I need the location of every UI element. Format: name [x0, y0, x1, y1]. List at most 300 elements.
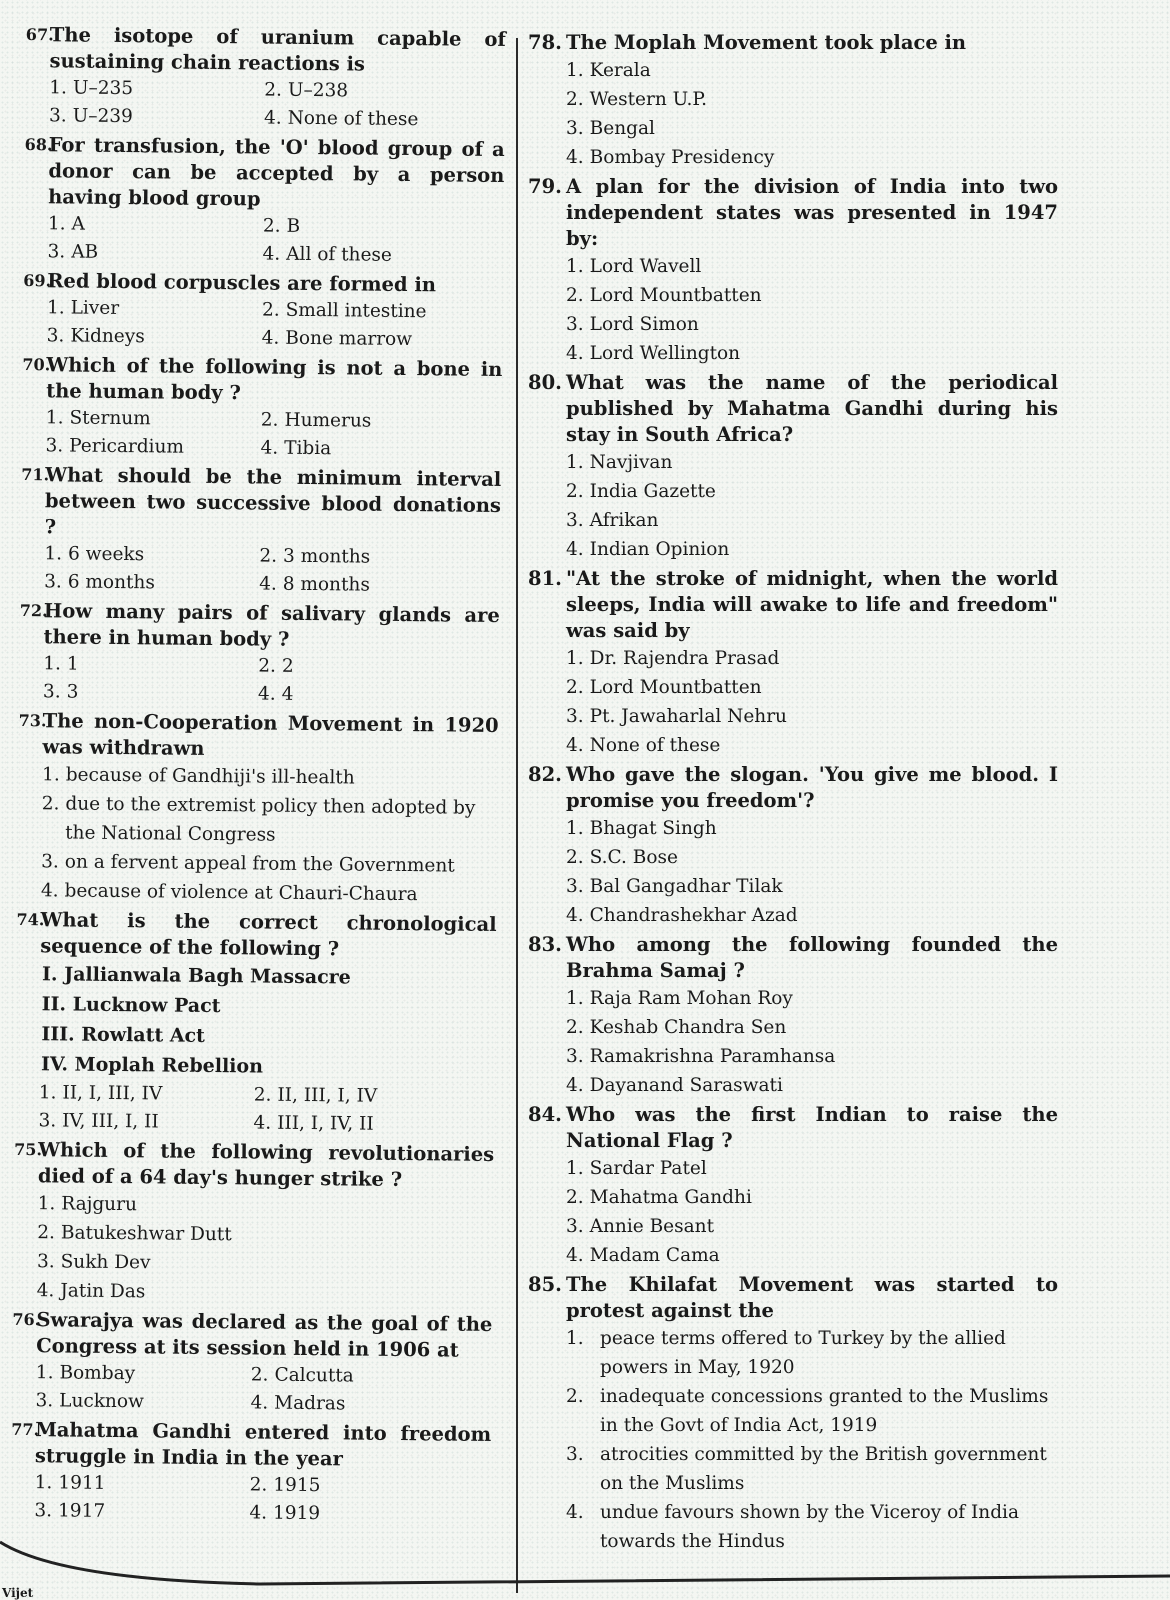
option-number: 4.	[566, 147, 584, 168]
question-stem	[528, 370, 1058, 448]
option-number: 4.	[250, 1392, 269, 1414]
option-number: 1.	[566, 1158, 584, 1179]
option-number: 4.	[566, 1075, 584, 1096]
option-3	[566, 310, 1058, 339]
option-number: 3.	[38, 1110, 57, 1132]
question-text: The isotope of uranium capable of sustaining chain reactions is	[49, 23, 506, 76]
option-text: Lord Wavell	[589, 256, 702, 277]
option-list	[25, 74, 506, 135]
option-text: Rajguru	[61, 1193, 138, 1216]
option-list	[23, 210, 504, 271]
option-number: 1.	[566, 648, 584, 669]
question-stem	[528, 1272, 1058, 1324]
option-3	[566, 702, 1058, 731]
option-list	[21, 404, 502, 465]
option-number: 2.	[566, 1187, 584, 1208]
option-4	[262, 324, 503, 355]
option-number: 3.	[566, 1216, 584, 1237]
option-number: 3.	[36, 1251, 55, 1273]
option-list	[17, 760, 498, 910]
question-82	[528, 762, 1058, 930]
question-74	[14, 907, 496, 1140]
option-text: All of these	[286, 243, 393, 266]
option-number: 3.	[45, 435, 64, 457]
option-4	[264, 104, 505, 135]
question-number: 72.	[19, 600, 48, 621]
option-text: 8 months	[282, 573, 370, 596]
option-number: 2.	[250, 1364, 269, 1386]
option-4	[566, 339, 1058, 368]
option-number: 3.	[34, 1500, 53, 1522]
option-text: Jatin Das	[60, 1280, 146, 1303]
option-3	[47, 238, 262, 268]
option-text: II, III, I, IV	[277, 1084, 378, 1107]
option-list	[528, 1324, 1058, 1556]
option-text: Pericardium	[69, 435, 185, 458]
option-4	[566, 1071, 1058, 1100]
question-number: 83.	[528, 933, 562, 956]
option-number: 3.	[47, 241, 66, 263]
option-list	[528, 56, 1058, 172]
option-2	[41, 789, 498, 852]
question-70	[21, 352, 502, 465]
option-text: India Gazette	[589, 481, 716, 502]
option-number: 1.	[42, 764, 60, 786]
statement: I. Jallianwala Bagh Massacre	[41, 963, 351, 989]
option-2	[566, 843, 1058, 872]
option-number: 1.	[566, 256, 584, 277]
option-3	[566, 872, 1058, 901]
option-list	[11, 1359, 492, 1420]
question-stem	[18, 708, 499, 765]
option-text: IV, III, I, II	[62, 1110, 159, 1133]
option-number: 4.	[566, 539, 584, 560]
option-text: Sternum	[69, 407, 151, 430]
question-81	[528, 566, 1058, 760]
option-text: Keshab Chandra Sen	[589, 1017, 787, 1038]
option-text: 1915	[273, 1474, 321, 1497]
question-stem	[528, 566, 1058, 644]
option-text: Raja Ram Mohan Roy	[589, 988, 793, 1009]
option-text: Kidneys	[70, 325, 145, 348]
question-number: 77.	[11, 1419, 40, 1440]
question-73	[17, 708, 499, 910]
option-text: None of these	[287, 107, 419, 131]
question-stem	[528, 174, 1058, 252]
option-number: 4.	[262, 243, 281, 265]
option-text: Lord Simon	[589, 314, 699, 335]
option-number: 3.	[48, 105, 67, 127]
option-2	[566, 1013, 1058, 1042]
option-number: 1.	[35, 1362, 54, 1384]
option-1	[566, 984, 1058, 1013]
question-stem	[22, 352, 503, 409]
question-text: What should be the minimum interval between two successive blood donations ?	[44, 463, 502, 539]
option-3	[38, 1107, 253, 1137]
question-number: 82.	[528, 763, 562, 786]
option-number: 1.	[44, 543, 63, 565]
question-text: For transfusion, the 'O' blood group of a donor can be accepted by a person having blood group	[48, 133, 505, 211]
question-number: 68.	[24, 134, 53, 155]
option-number: 1.	[566, 452, 584, 473]
option-list	[528, 448, 1058, 564]
option-3	[49, 102, 264, 132]
question-number: 73.	[18, 710, 47, 731]
right-column	[528, 30, 1058, 1558]
question-number: 69.	[23, 270, 52, 291]
option-text: A	[71, 213, 86, 235]
question-stem	[528, 762, 1058, 814]
question-number: 84.	[528, 1103, 562, 1126]
option-list	[528, 644, 1058, 760]
option-4	[566, 143, 1058, 172]
option-number: 4.	[36, 1280, 55, 1302]
question-77	[10, 1417, 491, 1530]
option-text: on a fervent appeal from the Government	[64, 851, 455, 877]
option-text: Batukeshwar Dutt	[60, 1222, 232, 1246]
option-3	[566, 114, 1058, 143]
option-number: 3.	[566, 1444, 584, 1465]
option-list	[13, 1189, 494, 1310]
question-text: A plan for the division of India into two independent states was presented in 1947 by:	[566, 175, 1058, 250]
option-4	[250, 1389, 491, 1420]
option-text: Liver	[70, 297, 120, 319]
option-number: 4.	[566, 343, 584, 364]
option-2	[566, 1382, 1058, 1440]
option-1	[566, 448, 1058, 477]
footer-rule	[0, 1540, 1170, 1600]
option-text: Small intestine	[285, 299, 427, 323]
option-list	[528, 1154, 1058, 1270]
question-number: 70.	[22, 354, 51, 375]
option-1	[566, 252, 1058, 281]
option-number: 2.	[249, 1474, 268, 1496]
option-text: Madam Cama	[589, 1245, 720, 1266]
question-text: Who among the following founded the Brahma Samaj ?	[566, 933, 1058, 982]
option-text: Navjivan	[589, 452, 673, 473]
option-2	[262, 296, 503, 327]
question-stem	[21, 462, 502, 545]
option-number: 4.	[40, 880, 59, 902]
option-number: 2.	[566, 285, 584, 306]
option-1	[37, 1189, 493, 1223]
statement: IV. Moplah Rebellion	[40, 1053, 264, 1078]
option-number: 2.	[566, 677, 584, 698]
option-text: Chandrashekhar Azad	[589, 905, 798, 926]
question-79	[528, 174, 1058, 368]
question-stem	[11, 1417, 492, 1474]
question-83	[528, 932, 1058, 1100]
option-text: Indian Opinion	[589, 539, 730, 560]
option-number: 3.	[46, 325, 65, 347]
option-number: 1.	[46, 297, 65, 319]
left-column	[10, 22, 506, 1532]
option-list	[528, 984, 1058, 1100]
option-text: B	[286, 215, 301, 237]
option-text: Afrikan	[589, 510, 659, 531]
option-text: Tibia	[284, 437, 332, 460]
question-stem	[16, 907, 497, 964]
question-stem	[12, 1307, 493, 1364]
option-1	[47, 294, 262, 324]
statement-list	[15, 959, 496, 1084]
option-1	[49, 74, 264, 104]
option-3	[47, 322, 262, 352]
option-1	[46, 404, 261, 434]
question-number: 74.	[16, 909, 45, 930]
option-1	[48, 210, 263, 240]
question-stem	[14, 1137, 495, 1194]
option-text: because of Gandhiji's ill-health	[65, 764, 355, 789]
question-stem	[25, 22, 506, 79]
option-number: 2.	[260, 409, 279, 431]
option-number: 3.	[41, 851, 59, 873]
statement: II. Lucknow Pact	[41, 993, 221, 1018]
option-2	[566, 1183, 1058, 1212]
option-2	[566, 477, 1058, 506]
option-text: 1919	[272, 1502, 321, 1525]
option-text: Lord Wellington	[589, 343, 741, 364]
option-number: 3.	[566, 876, 584, 897]
option-number: 2.	[264, 79, 283, 101]
option-1	[566, 644, 1058, 673]
option-number: 1.	[566, 818, 584, 839]
option-2	[566, 281, 1058, 310]
option-number: 2.	[262, 215, 281, 237]
question-stem	[528, 932, 1058, 984]
option-text: III, I, IV, II	[277, 1112, 374, 1135]
question-stem	[528, 30, 1058, 56]
question-text: Which of the following is not a bone in the human body ?	[46, 353, 503, 405]
option-text: Mahatma Gandhi	[589, 1187, 752, 1208]
option-number: 4.	[249, 1502, 268, 1524]
option-number: 1.	[37, 1193, 56, 1215]
option-4	[41, 876, 497, 910]
question-78	[528, 30, 1058, 172]
option-4	[259, 570, 500, 601]
option-text: undue favours shown by the Viceroy of India towards the Hindus	[600, 1502, 1019, 1552]
option-text: Kerala	[589, 60, 651, 81]
option-4	[258, 680, 499, 711]
option-3	[37, 1247, 493, 1281]
option-1	[42, 760, 498, 794]
option-2	[566, 85, 1058, 114]
statement: III. Rowlatt Act	[41, 1023, 206, 1047]
option-text: II, I, III, IV	[62, 1082, 163, 1105]
option-number: 3.	[44, 571, 62, 593]
option-number: 4.	[259, 573, 277, 595]
option-1	[35, 1469, 250, 1499]
option-text: S.C. Bose	[589, 847, 678, 868]
question-text: Who was the first Indian to raise the National Flag ?	[566, 1103, 1058, 1152]
option-number: 3.	[566, 1046, 584, 1067]
option-number: 3.	[42, 681, 61, 703]
option-3	[566, 1440, 1058, 1498]
option-number: 1.	[43, 653, 62, 675]
option-number: 1.	[566, 988, 584, 1009]
option-4	[249, 1499, 490, 1530]
option-text: due to the extremist policy then adopted by the National Congress	[65, 793, 476, 846]
option-number: 1.	[566, 1328, 584, 1349]
option-number: 4.	[263, 107, 282, 129]
option-2	[250, 1471, 491, 1502]
question-text: Red blood corpuscles are formed in	[47, 269, 437, 297]
column-divider	[516, 38, 518, 1593]
option-1	[566, 1154, 1058, 1183]
question-number: 81.	[528, 567, 562, 590]
question-68	[23, 132, 504, 271]
option-text: inadequate concessions granted to the Muslims in the Govt of India Act, 1919	[600, 1386, 1049, 1436]
option-number: 4.	[566, 735, 584, 756]
question-text: What was the name of the periodical published by Mahatma Gandhi during his stay in South Africa?	[566, 371, 1058, 446]
option-text: Western U.P.	[589, 89, 707, 110]
option-3	[41, 847, 497, 881]
option-text: 3 months	[282, 545, 371, 568]
option-text: AB	[71, 241, 99, 263]
option-text: Annie Besant	[589, 1216, 715, 1237]
option-text: Bhagat Singh	[589, 818, 717, 839]
option-1	[43, 650, 258, 680]
option-2	[261, 406, 502, 437]
question-number: 75.	[14, 1139, 43, 1160]
option-3	[44, 568, 259, 598]
option-list	[528, 814, 1058, 930]
question-71	[20, 462, 501, 601]
option-number: 2.	[566, 1017, 584, 1038]
option-number: 3.	[566, 706, 584, 727]
option-number: 4.	[260, 437, 279, 459]
option-text: 1911	[58, 1472, 106, 1494]
option-2	[264, 76, 505, 107]
question-text: What is the correct chronological sequence of the following ?	[40, 908, 497, 961]
option-text: atrocities committed by the British government on the Muslims	[600, 1444, 1047, 1494]
option-list	[23, 294, 504, 355]
question-stem	[528, 1102, 1058, 1154]
option-2	[251, 1361, 492, 1392]
question-75	[13, 1137, 495, 1310]
question-number: 85.	[528, 1273, 562, 1296]
option-4	[262, 240, 503, 271]
option-text: 6 weeks	[67, 543, 145, 566]
option-2	[254, 1081, 495, 1112]
option-number: 3.	[566, 314, 584, 335]
question-text: The non-Cooperation Movement in 1920 was withdrawn	[42, 709, 499, 760]
option-text: because of violence at Chauri-Chaura	[64, 880, 418, 906]
option-number: 4.	[257, 683, 276, 705]
option-number: 3.	[566, 118, 584, 139]
option-text: Bone marrow	[285, 327, 413, 351]
option-1	[39, 1079, 254, 1109]
option-2	[37, 1218, 493, 1252]
question-number: 79.	[528, 175, 562, 198]
option-number: 1.	[45, 407, 64, 429]
option-4	[566, 535, 1058, 564]
option-4	[260, 434, 501, 465]
option-text: Lord Mountbatten	[589, 285, 762, 306]
option-number: 1.	[566, 60, 584, 81]
option-number: 4.	[566, 1502, 584, 1523]
option-text: Dayanand Saraswati	[589, 1075, 783, 1096]
question-text: Swarajya was declared as the goal of the Congress at its session held in 1906 at	[36, 1308, 493, 1362]
option-number: 4.	[566, 1245, 584, 1266]
question-text: The Khilafat Movement was started to protest against the	[566, 1273, 1058, 1322]
option-list	[14, 1079, 495, 1140]
option-number: 2.	[37, 1222, 56, 1244]
option-text: 1	[66, 653, 79, 675]
option-3	[43, 678, 258, 708]
option-3	[566, 1212, 1058, 1241]
option-text: Sukh Dev	[60, 1251, 151, 1274]
question-stem	[19, 598, 500, 655]
option-text: Madras	[274, 1392, 346, 1415]
option-text: Sardar Patel	[589, 1158, 707, 1179]
option-number: 3.	[566, 510, 584, 531]
question-number: 67.	[25, 24, 54, 45]
option-3	[34, 1497, 249, 1527]
option-number: 2.	[258, 655, 277, 677]
question-67	[25, 22, 506, 135]
option-number: 4.	[253, 1112, 272, 1134]
option-2	[258, 652, 499, 683]
option-1	[36, 1359, 251, 1389]
option-text: 3	[66, 681, 79, 703]
question-text: The Moplah Movement took place in	[566, 31, 967, 54]
question-number: 71.	[21, 464, 50, 485]
option-text: peace terms offered to Turkey by the allied powers in May, 1920	[600, 1328, 1006, 1378]
option-3	[566, 1042, 1058, 1071]
option-3	[45, 432, 260, 462]
option-1	[44, 540, 259, 570]
option-number: 1.	[49, 77, 68, 99]
question-number: 76.	[12, 1309, 41, 1330]
question-text: Who gave the slogan. 'You give me blood. I promise you freedom'?	[566, 763, 1058, 812]
option-1	[566, 1324, 1058, 1382]
option-text: Calcutta	[274, 1364, 354, 1387]
question-text: "At the stroke of midnight, when the world sleeps, India will awake to life and freedom" was said by	[566, 567, 1058, 642]
option-4	[566, 901, 1058, 930]
option-number: 1.	[47, 213, 66, 235]
option-3	[35, 1387, 250, 1417]
option-text: Lord Mountbatten	[589, 677, 762, 698]
option-list	[528, 252, 1058, 368]
option-1	[566, 56, 1058, 85]
question-85	[528, 1272, 1058, 1556]
option-text: Bombay	[59, 1362, 136, 1385]
option-4	[253, 1109, 494, 1140]
question-69	[23, 268, 504, 355]
option-2	[566, 673, 1058, 702]
option-3	[566, 506, 1058, 535]
option-number: 2.	[566, 481, 584, 502]
option-text: 6 months	[67, 571, 155, 594]
option-4	[566, 731, 1058, 760]
option-number: 3.	[35, 1390, 54, 1412]
option-1	[566, 814, 1058, 843]
option-number: 1.	[38, 1082, 57, 1104]
option-text: 4	[281, 683, 294, 705]
option-number: 2.	[566, 89, 584, 110]
option-text: U–238	[287, 79, 349, 102]
option-text: Dr. Rajendra Prasad	[589, 648, 780, 669]
option-text: Bal Gangadhar Tilak	[589, 876, 783, 897]
option-number: 2.	[253, 1084, 272, 1106]
option-text: 1917	[57, 1500, 106, 1522]
option-2	[259, 542, 500, 573]
option-number: 2.	[41, 793, 60, 815]
option-list	[10, 1469, 491, 1530]
option-text: None of these	[589, 735, 721, 756]
question-stem	[24, 132, 505, 215]
